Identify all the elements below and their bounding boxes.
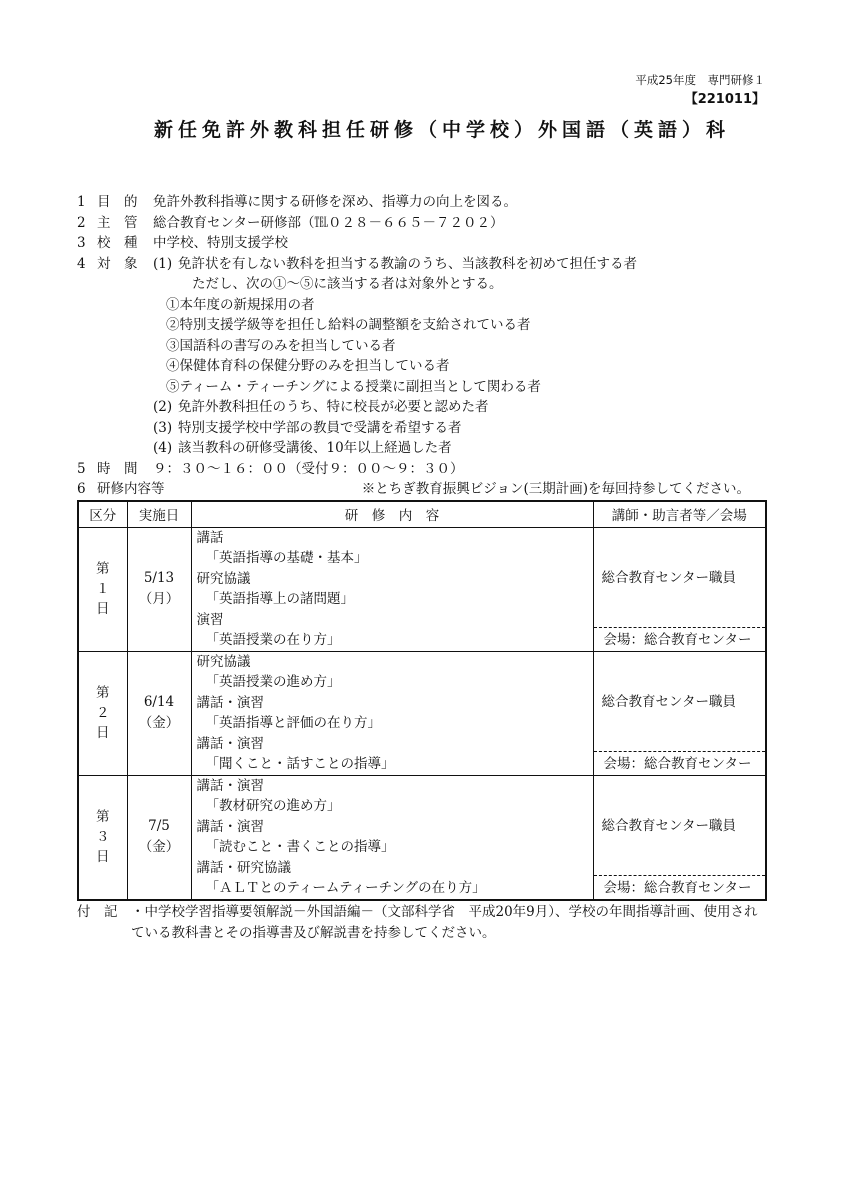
target-marker: (3) (153, 419, 173, 436)
course-code: 【221011】 (684, 92, 765, 107)
day-char: 日 (96, 849, 110, 865)
item-time (77, 459, 767, 480)
activity-topic: 「英語指導と評価の在り方」 (205, 715, 381, 731)
exclusion-item (77, 356, 767, 377)
target-note (77, 274, 767, 295)
table-row (78, 651, 766, 775)
item-text: 総合教育センター研修部（℡０２８－６６５－７２０２） (153, 214, 504, 231)
item-text: 免許外教科指導に関する研修を深め、指導力の向上を図る。 (153, 194, 517, 210)
day-cell (78, 651, 127, 775)
content-cell (191, 775, 593, 900)
day-char: 日 (96, 601, 110, 617)
session-weekday: （金） (138, 839, 180, 855)
activity-type: 講話・演習 (196, 818, 264, 835)
header-lecturer: 講師・助言者等／会場 (593, 501, 766, 527)
item-number: 6 (77, 481, 86, 497)
exclusion-text: ②特別支援学級等を担任し給料の調整額を支給されている者 (166, 317, 531, 333)
day-char: 第 (96, 685, 110, 701)
lecturer-name: 総合教育センター職員 (601, 817, 736, 834)
content-cell (191, 651, 593, 775)
schedule-table (77, 500, 767, 901)
day-char: 第 (96, 561, 110, 577)
session-date: 5/13 (143, 570, 175, 586)
activity-topic: 「ＡＬＴとのティームティーチングの在り方」 (205, 880, 486, 896)
exclusion-text: ①本年度の新規採用の者 (166, 296, 315, 313)
item-text: ９：３０～１６：００（受付９：００～９：３０） (153, 460, 464, 477)
item-number: 2 (77, 214, 86, 231)
table-header-row (78, 501, 766, 527)
lecturer-cell (593, 651, 766, 775)
header-division: 区分 (78, 501, 127, 527)
activity-type: 演習 (196, 611, 224, 628)
day-char: ３ (96, 829, 110, 845)
item-number: 5 (77, 460, 86, 477)
table-row (78, 775, 766, 900)
target-group (77, 438, 767, 459)
venue-label: 会場：総合教育センター (603, 631, 752, 648)
session-weekday: （金） (138, 715, 180, 731)
activity-type: 講話・演習 (196, 735, 264, 752)
item-number: 3 (77, 235, 86, 251)
target-text: 免許状を有しない教科を担当する教諭のうち、当該教科を初めて担任する者 (178, 255, 637, 272)
day-char: ２ (96, 705, 110, 721)
dashed-divider (594, 627, 766, 628)
table-row (78, 527, 766, 651)
item-organizer (77, 213, 767, 234)
exclusion-item (77, 315, 767, 336)
activity-type: 講話 (196, 529, 224, 546)
activity-topic: 「読むこと・書くことの指導」 (205, 839, 395, 855)
activity-type: 講話・研究協議 (196, 859, 291, 876)
activity-topic: 「英語指導の基礎・基本」 (205, 550, 368, 566)
header-date: 実施日 (127, 501, 191, 527)
target-note-text: ただし、次の①～⑤に該当する者は対象外とする。 (192, 276, 503, 292)
target-marker: (1) (153, 255, 173, 272)
target-group (77, 418, 767, 439)
day-char: 日 (96, 725, 110, 741)
target-marker: (2) (153, 399, 173, 415)
activity-topic: 「英語授業の進め方」 (205, 674, 341, 690)
item-number: 4 (77, 255, 86, 272)
document-title: 新任免許外教科担任研修（中学校）外国語（英語）科 (153, 119, 730, 141)
item-label: 研修内容等 (97, 481, 165, 497)
session-date: 6/14 (143, 694, 175, 710)
lecturer-box (594, 528, 766, 649)
lecturer-cell (593, 775, 766, 900)
venue-label: 会場：総合教育センター (603, 755, 752, 772)
day-char: １ (96, 581, 110, 597)
day-char: 第 (96, 809, 110, 825)
day-cell (78, 775, 127, 900)
bring-vision-note: ※とちぎ教育振興ビジョン(三期計画)を毎回持参してください。 (361, 481, 750, 497)
item-label: 対 象 (97, 255, 138, 272)
activity-type: 研究協議 (196, 653, 251, 670)
exclusion-item (77, 336, 767, 357)
content-cell (191, 527, 593, 651)
session-weekday: （月） (138, 591, 180, 607)
lecturer-name: 総合教育センター職員 (601, 569, 736, 586)
session-date: 7/5 (148, 818, 170, 834)
exclusion-text: ③国語科の書写のみを担当している者 (166, 337, 396, 354)
activity-topic: 「英語授業の在り方」 (205, 632, 341, 648)
exclusion-item (77, 377, 767, 398)
fiscal-year-label: 平成25年度 専門研修１ (635, 73, 765, 87)
item-content (77, 479, 767, 500)
item-target (77, 254, 767, 275)
item-label: 校 種 (97, 235, 138, 251)
appendix-text: ・中学校学習指導要領解説－外国語編－（文部科学省 平成20年9月）、学校の年間指導計画、使用されている教科書とその指導書及び解説書を持参してください。 (131, 904, 758, 941)
exclusion-text: ④保健体育科の保健分野のみを担当している者 (166, 358, 450, 374)
activity-topic: 「教材研究の進め方」 (205, 798, 341, 814)
lecturer-cell (593, 527, 766, 651)
target-text: 免許外教科担任のうち、特に校長が必要と認めた者 (178, 399, 489, 415)
date-cell (127, 527, 191, 651)
item-school-type (77, 233, 767, 254)
item-label: 主 管 (97, 214, 138, 231)
date-cell (127, 651, 191, 775)
lecturer-name: 総合教育センター職員 (601, 693, 736, 710)
item-label: 目 的 (97, 194, 138, 210)
activity-topic: 「聞くこと・話すことの指導」 (205, 756, 395, 772)
dashed-divider (594, 751, 766, 752)
target-text: 特別支援学校中学部の教員で受講を希望する者 (178, 419, 462, 436)
activity-topic: 「英語指導上の諸問題」 (205, 591, 354, 607)
header-content: 研 修 内 容 (191, 501, 593, 527)
dashed-divider (594, 875, 766, 876)
appendix-note (77, 902, 769, 944)
date-cell (127, 775, 191, 900)
activity-type: 講話・演習 (196, 694, 264, 711)
outline-items (77, 192, 767, 500)
target-marker: (4) (153, 440, 173, 456)
venue-label: 会場：総合教育センター (603, 879, 752, 896)
exclusion-item (77, 295, 767, 316)
lecturer-box (594, 776, 766, 897)
target-text: 該当教科の研修受講後、10年以上経過した者 (178, 440, 452, 456)
target-group (77, 397, 767, 418)
document-header (635, 70, 765, 110)
activity-type: 研究協議 (196, 570, 251, 587)
lecturer-box (594, 652, 766, 773)
activity-type: 講話・演習 (196, 777, 264, 794)
day-cell (78, 527, 127, 651)
exclusion-text: ⑤ティーム・ティーチングによる授業に副担当として関わる者 (166, 378, 541, 395)
item-number: 1 (77, 194, 86, 210)
appendix-label: 付 記 (77, 904, 118, 920)
item-purpose (77, 192, 767, 213)
item-text: 中学校、特別支援学校 (153, 235, 288, 251)
item-label: 時 間 (97, 460, 138, 477)
